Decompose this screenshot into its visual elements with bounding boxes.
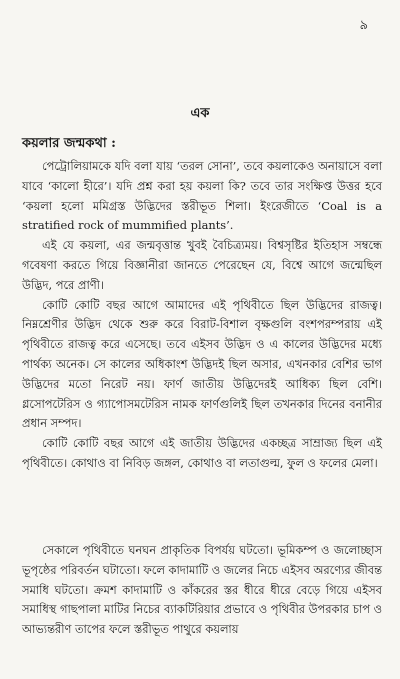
section-heading: কয়লার জন্মকথা : [22, 136, 116, 151]
chapter-title: এক [190, 106, 210, 121]
page-number: ৯ [359, 18, 368, 33]
paragraph: এই যে কয়লা, এর জন্মবৃত্তান্ত খুবই বৈচিত্র্যময়। বিশ্বসৃষ্টির ইতিহাস সম্বন্ধে গবেষণা করতে গিয়ে বিজ্ঞানীরা জানতে পেরেছেন যে, বিশ্বে আগে জন্মেছিল উদ্ভিদ, পরে প্রাণী। [22, 238, 382, 292]
paragraph: কোটি কোটি বছর আগে আমাদের এই পৃথিবীতে ছিল উদ্ভিদের রাজত্ব। নিম্নশ্রেণীর উদ্ভিদ থেকে শুরু করে বিরাট-বিশাল বৃক্ষগুলি বংশপরম্পরায় এই পৃথিবীতে রাজত্ব করে এসেছে। তবে এইসব উদ্ভিদ ও এ কালের উদ্ভিদের মধ্যে পার্থক্য অনেক। সে কালের অধিকাংশ উদ্ভিদই ছিল অসার, এখনকার বেশির ভাগ উদ্ভিদের মতো নিরেট নয়। ফার্ণ জাতীয় উদ্ভিদেরই আধিক্য ছিল বেশি। গ্লসোপটেরিস ও গ্যাপোসমটেরিস নামক ফার্ণগুলিই ছিল তখনকার দিনের বনানীর প্রধান সম্পদ। [22, 297, 382, 431]
paragraph: কোটি কোটি বছর আগে এই জাতীয় উদ্ভিদের একচ্ছত্র সাম্রাজ্য ছিল এই পৃথিবীতে। কোথাও বা নিবিড় জঙ্গল, কোথাও বা লতাগুল্ম, ফুল ও ফলের মেলা। [22, 436, 382, 470]
body-text-block [22, 541, 382, 640]
body-text-block [22, 157, 382, 474]
paragraph: সেকালে পৃথিবীতে ঘনঘন প্রাকৃতিক বিপর্যয় ঘটতো। ভূমিকম্প ও জলোচ্ছাস ভূপৃষ্ঠের পরিবর্তন ঘটাতো। ফলে কাদামাটি ও জলের নিচে এইসব অরণ্যের জীবন্ত সমাধি ঘটতো। ক্রমশ কাদামাটি ও কাঁকরের স্তর ধীরে ধীরে বেড়ে গিয়ে এইসব সমাধিস্থ গাছপালা মাটির নিচের ব্যাকটিরিয়ার প্রভাবে ও পৃথিবীর উপরকার চাপ ও আভ্যন্তরীণ তাপের ফলে স্তরীভূত পাথুরে কয়লায় [22, 543, 382, 637]
paragraph: পেট্রোলিয়ামকে যদি বলা যায় ‘তরল সোনা’, তবে কয়লাকেও অনায়াসে বলা যাবে ‘কালো হীরে’। যদি প্রশ্ন করা হয় কয়লা কি? তবে তার সংক্ষিপ্ত উত্তর হবে ‘কয়লা হলো মমিগ্রস্ত উদ্ভিদের স্তরীভূত শিলা। ইংরেজীতে ‘Coal is a stratified rock of mummified plants’. [22, 159, 382, 233]
